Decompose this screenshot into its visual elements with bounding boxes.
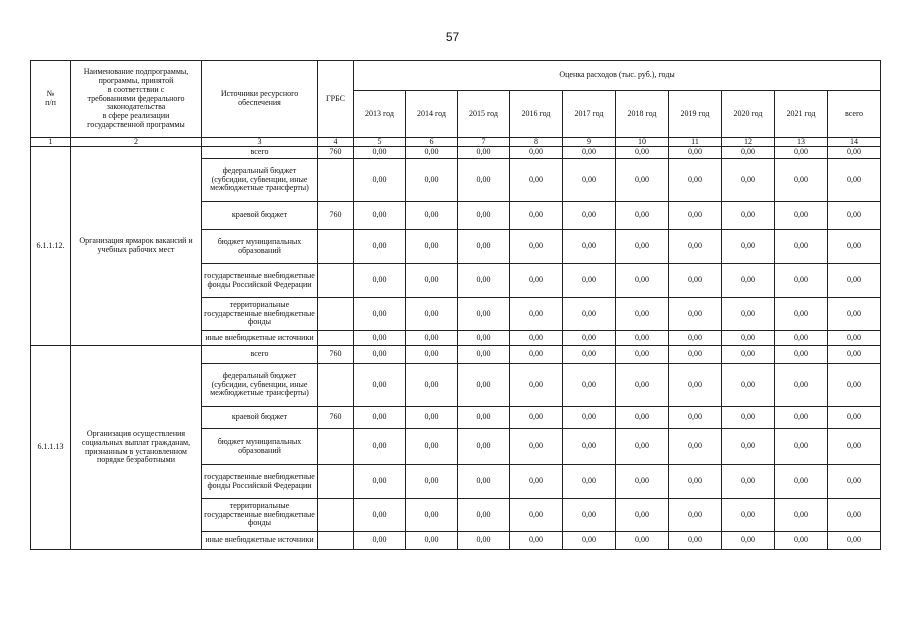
value-cell: 0,00 — [669, 331, 722, 346]
value-cell: 0,00 — [722, 465, 775, 499]
grbs-code — [318, 331, 354, 346]
grbs-code: 760 — [318, 202, 354, 230]
value-cell: 0,00 — [510, 407, 563, 429]
value-cell: 0,00 — [775, 407, 828, 429]
section-name: Организация осуществления социальных выплат гражданам, признанным в установленном порядке безработными — [71, 346, 202, 550]
value-cell: 0,00 — [722, 346, 775, 364]
value-total: 0,00 — [828, 407, 881, 429]
value-cell: 0,00 — [775, 346, 828, 364]
value-cell: 0,00 — [722, 147, 775, 159]
value-cell: 0,00 — [563, 331, 616, 346]
value-cell: 0,00 — [458, 298, 510, 331]
value-cell: 0,00 — [722, 298, 775, 331]
header-name: Наименование подпрограммы, программы, принятой в соответствии с требованиями федерального законодательства в сфере реализации государственной программы — [71, 61, 202, 138]
funding-source: иные внебюджетные источники — [202, 532, 318, 550]
column-number: 12 — [722, 138, 775, 147]
funding-source: федеральный бюджет (субсидии, субвенции, иные межбюджетные трансферты) — [202, 364, 318, 407]
value-cell: 0,00 — [406, 407, 458, 429]
table-row — [31, 147, 881, 159]
value-cell: 0,00 — [458, 346, 510, 364]
value-cell: 0,00 — [458, 364, 510, 407]
funding-source: иные внебюджетные источники — [202, 331, 318, 346]
funding-source: территориальные государственные внебюджетные фонды — [202, 499, 318, 532]
value-cell: 0,00 — [510, 298, 563, 331]
grbs-code: 760 — [318, 147, 354, 159]
value-total: 0,00 — [828, 298, 881, 331]
grbs-code — [318, 532, 354, 550]
column-number: 4 — [318, 138, 354, 147]
grbs-code: 760 — [318, 407, 354, 429]
column-number: 2 — [71, 138, 202, 147]
value-cell: 0,00 — [775, 364, 828, 407]
value-cell: 0,00 — [406, 147, 458, 159]
value-cell: 0,00 — [616, 230, 669, 264]
value-cell: 0,00 — [510, 202, 563, 230]
value-cell: 0,00 — [458, 159, 510, 202]
header-year: 2014 год — [406, 91, 458, 138]
value-total: 0,00 — [828, 230, 881, 264]
value-cell: 0,00 — [669, 147, 722, 159]
value-cell: 0,00 — [563, 429, 616, 465]
value-cell: 0,00 — [563, 147, 616, 159]
value-cell: 0,00 — [406, 364, 458, 407]
value-cell: 0,00 — [616, 264, 669, 298]
value-total: 0,00 — [828, 465, 881, 499]
value-cell: 0,00 — [563, 264, 616, 298]
value-cell: 0,00 — [775, 532, 828, 550]
value-cell: 0,00 — [510, 264, 563, 298]
value-cell: 0,00 — [354, 407, 406, 429]
value-cell: 0,00 — [354, 532, 406, 550]
funding-source: краевой бюджет — [202, 202, 318, 230]
funding-source: бюджет муниципальных образований — [202, 230, 318, 264]
value-total: 0,00 — [828, 499, 881, 532]
value-cell: 0,00 — [616, 429, 669, 465]
header-year: 2017 год — [563, 91, 616, 138]
column-number: 3 — [202, 138, 318, 147]
value-cell: 0,00 — [563, 298, 616, 331]
value-cell: 0,00 — [669, 346, 722, 364]
value-cell: 0,00 — [354, 159, 406, 202]
value-cell: 0,00 — [354, 364, 406, 407]
column-number-row — [31, 138, 881, 147]
value-cell: 0,00 — [406, 346, 458, 364]
value-cell: 0,00 — [510, 465, 563, 499]
value-cell: 0,00 — [406, 331, 458, 346]
value-cell: 0,00 — [458, 202, 510, 230]
table-body — [31, 147, 881, 550]
value-cell: 0,00 — [775, 298, 828, 331]
value-cell: 0,00 — [722, 429, 775, 465]
value-cell: 0,00 — [669, 159, 722, 202]
value-cell: 0,00 — [458, 407, 510, 429]
value-cell: 0,00 — [722, 230, 775, 264]
funding-source: бюджет муниципальных образований — [202, 429, 318, 465]
table-row — [31, 346, 881, 364]
section-name: Организация ярмарок вакансий и учебных рабочих мест — [71, 147, 202, 346]
grbs-code — [318, 429, 354, 465]
value-cell: 0,00 — [563, 202, 616, 230]
value-cell: 0,00 — [722, 264, 775, 298]
value-total: 0,00 — [828, 532, 881, 550]
column-number: 14 — [828, 138, 881, 147]
value-cell: 0,00 — [354, 331, 406, 346]
header-year: 2015 год — [458, 91, 510, 138]
section-code: 6.1.1.13 — [31, 346, 71, 550]
header-num: № п/п — [31, 61, 71, 138]
value-cell: 0,00 — [722, 532, 775, 550]
value-cell: 0,00 — [510, 346, 563, 364]
value-cell: 0,00 — [669, 532, 722, 550]
value-cell: 0,00 — [775, 159, 828, 202]
header-year: 2021 год — [775, 91, 828, 138]
grbs-code — [318, 230, 354, 264]
grbs-code — [318, 264, 354, 298]
grbs-code: 760 — [318, 346, 354, 364]
value-cell: 0,00 — [354, 230, 406, 264]
page-number: 57 — [445, 30, 460, 44]
value-total: 0,00 — [828, 264, 881, 298]
value-cell: 0,00 — [669, 407, 722, 429]
value-cell: 0,00 — [669, 364, 722, 407]
column-number: 7 — [458, 138, 510, 147]
value-cell: 0,00 — [616, 407, 669, 429]
value-cell: 0,00 — [354, 264, 406, 298]
value-cell: 0,00 — [616, 346, 669, 364]
header-grbs: ГРБС — [318, 61, 354, 138]
value-cell: 0,00 — [510, 147, 563, 159]
value-cell: 0,00 — [669, 230, 722, 264]
header-year: 2019 год — [669, 91, 722, 138]
funding-source: государственные внебюджетные фонды Российской Федерации — [202, 465, 318, 499]
value-cell: 0,00 — [354, 429, 406, 465]
value-total: 0,00 — [828, 331, 881, 346]
value-cell: 0,00 — [510, 532, 563, 550]
grbs-code — [318, 159, 354, 202]
header-source: Источники ресурсного обеспечения — [202, 61, 318, 138]
value-cell: 0,00 — [616, 499, 669, 532]
value-cell: 0,00 — [458, 429, 510, 465]
value-cell: 0,00 — [616, 532, 669, 550]
funding-source: всего — [202, 147, 318, 159]
value-cell: 0,00 — [354, 465, 406, 499]
value-cell: 0,00 — [406, 499, 458, 532]
grbs-code — [318, 364, 354, 407]
value-cell: 0,00 — [406, 264, 458, 298]
value-cell: 0,00 — [406, 465, 458, 499]
column-number: 11 — [669, 138, 722, 147]
value-cell: 0,00 — [406, 298, 458, 331]
value-cell: 0,00 — [563, 499, 616, 532]
value-cell: 0,00 — [406, 230, 458, 264]
header-total: всего — [828, 91, 881, 138]
value-cell: 0,00 — [406, 159, 458, 202]
section-code: 6.1.1.12. — [31, 147, 71, 346]
header-year: 2016 год — [510, 91, 563, 138]
funding-source: федеральный бюджет (субсидии, субвенции, иные межбюджетные трансферты) — [202, 159, 318, 202]
value-cell: 0,00 — [563, 364, 616, 407]
value-cell: 0,00 — [669, 202, 722, 230]
value-cell: 0,00 — [669, 499, 722, 532]
value-cell: 0,00 — [722, 499, 775, 532]
value-cell: 0,00 — [669, 264, 722, 298]
value-total: 0,00 — [828, 202, 881, 230]
funding-source: краевой бюджет — [202, 407, 318, 429]
value-cell: 0,00 — [616, 147, 669, 159]
value-cell: 0,00 — [510, 230, 563, 264]
value-cell: 0,00 — [510, 364, 563, 407]
value-cell: 0,00 — [458, 331, 510, 346]
value-cell: 0,00 — [722, 364, 775, 407]
funding-source: территориальные государственные внебюджетные фонды — [202, 298, 318, 331]
funding-source: всего — [202, 346, 318, 364]
value-cell: 0,00 — [563, 159, 616, 202]
value-cell: 0,00 — [510, 429, 563, 465]
value-cell: 0,00 — [722, 331, 775, 346]
value-cell: 0,00 — [616, 465, 669, 499]
value-cell: 0,00 — [669, 298, 722, 331]
value-cell: 0,00 — [775, 331, 828, 346]
value-total: 0,00 — [828, 346, 881, 364]
value-total: 0,00 — [828, 364, 881, 407]
value-cell: 0,00 — [354, 202, 406, 230]
value-cell: 0,00 — [458, 499, 510, 532]
value-total: 0,00 — [828, 429, 881, 465]
value-cell: 0,00 — [563, 407, 616, 429]
value-cell: 0,00 — [406, 532, 458, 550]
column-number: 8 — [510, 138, 563, 147]
value-cell: 0,00 — [669, 429, 722, 465]
value-cell: 0,00 — [354, 499, 406, 532]
value-cell: 0,00 — [510, 159, 563, 202]
value-cell: 0,00 — [775, 230, 828, 264]
value-cell: 0,00 — [354, 346, 406, 364]
value-cell: 0,00 — [563, 346, 616, 364]
value-cell: 0,00 — [510, 331, 563, 346]
value-cell: 0,00 — [722, 159, 775, 202]
column-number: 13 — [775, 138, 828, 147]
column-number: 1 — [31, 138, 71, 147]
value-cell: 0,00 — [775, 499, 828, 532]
value-cell: 0,00 — [563, 465, 616, 499]
grbs-code — [318, 465, 354, 499]
header-year: 2013 год — [354, 91, 406, 138]
funding-source: государственные внебюджетные фонды Российской Федерации — [202, 264, 318, 298]
column-number: 10 — [616, 138, 669, 147]
budget-table — [30, 60, 881, 550]
value-cell: 0,00 — [458, 264, 510, 298]
value-cell: 0,00 — [775, 429, 828, 465]
value-cell: 0,00 — [616, 298, 669, 331]
value-cell: 0,00 — [722, 202, 775, 230]
value-cell: 0,00 — [354, 298, 406, 331]
grbs-code — [318, 499, 354, 532]
value-cell: 0,00 — [458, 532, 510, 550]
header-year: 2018 год — [616, 91, 669, 138]
header-year: 2020 год — [722, 91, 775, 138]
value-cell: 0,00 — [669, 465, 722, 499]
value-cell: 0,00 — [406, 202, 458, 230]
value-cell: 0,00 — [775, 264, 828, 298]
value-cell: 0,00 — [775, 465, 828, 499]
value-cell: 0,00 — [722, 407, 775, 429]
value-cell: 0,00 — [354, 147, 406, 159]
grbs-code — [318, 298, 354, 331]
column-number: 6 — [406, 138, 458, 147]
value-cell: 0,00 — [458, 147, 510, 159]
value-total: 0,00 — [828, 147, 881, 159]
value-cell: 0,00 — [406, 429, 458, 465]
value-total: 0,00 — [828, 159, 881, 202]
value-cell: 0,00 — [510, 499, 563, 532]
value-cell: 0,00 — [616, 364, 669, 407]
column-number: 5 — [354, 138, 406, 147]
value-cell: 0,00 — [563, 230, 616, 264]
column-number: 9 — [563, 138, 616, 147]
value-cell: 0,00 — [458, 465, 510, 499]
value-cell: 0,00 — [616, 159, 669, 202]
header-estimate: Оценка расходов (тыс. руб.), годы — [354, 61, 881, 91]
value-cell: 0,00 — [616, 331, 669, 346]
value-cell: 0,00 — [775, 147, 828, 159]
value-cell: 0,00 — [775, 202, 828, 230]
value-cell: 0,00 — [563, 532, 616, 550]
value-cell: 0,00 — [616, 202, 669, 230]
value-cell: 0,00 — [458, 230, 510, 264]
